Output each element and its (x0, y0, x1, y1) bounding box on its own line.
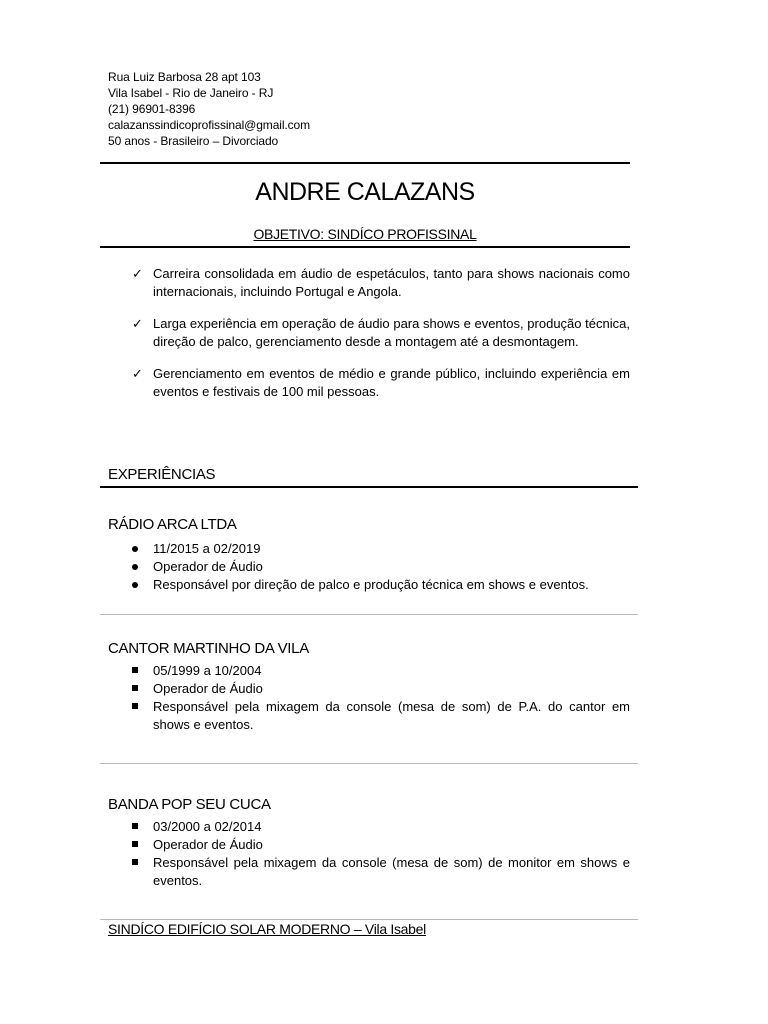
job-detail-item (132, 558, 630, 576)
check-icon: ✓ (132, 366, 143, 381)
job-description: Responsável por direção de palco e produção técnica em shows e eventos. (153, 577, 589, 592)
bullet-square-icon (132, 859, 138, 865)
highlight-item (132, 265, 630, 301)
highlight-item (132, 315, 630, 351)
job-detail-item (132, 680, 630, 698)
job-company: CANTOR MARTINHO DA VILA (108, 640, 309, 657)
highlight-item (132, 365, 630, 401)
job-separator (100, 919, 638, 920)
job-details-list (132, 540, 630, 594)
job-role: Operador de Áudio (153, 681, 263, 696)
job-dates: 11/2015 a 02/2019 (153, 541, 261, 556)
job-separator (100, 763, 638, 764)
bullet-square-icon (132, 667, 138, 673)
bullet-dot-icon (132, 564, 138, 570)
bullet-dot-icon (132, 582, 138, 588)
bullet-square-icon (132, 841, 138, 847)
candidate-name: ANDRE CALAZANS (255, 178, 475, 206)
job-details-list (132, 818, 630, 890)
job-separator (100, 614, 638, 615)
check-icon: ✓ (132, 266, 143, 281)
job-details-list (132, 662, 630, 734)
highlight-text: Gerenciamento em eventos de médio e grande público, incluindo experiência em eventos e festivais de 100 mil pessoas. (153, 366, 630, 399)
job-detail-item (132, 836, 630, 854)
check-icon: ✓ (132, 316, 143, 331)
experience-rule (100, 486, 638, 488)
job-detail-item (132, 854, 630, 890)
bullet-square-icon (132, 685, 138, 691)
bullet-square-icon (132, 823, 138, 829)
job-description: Responsável pela mixagem da console (mesa de som) de monitor em shows e eventos. (153, 855, 630, 888)
job-company: RÁDIO ARCA LTDA (108, 516, 237, 533)
job-description: Responsável pela mixagem da console (mesa de som) de P.A. do cantor em shows e eventos. (153, 699, 630, 732)
experience-section-title: EXPERIÊNCIAS (108, 466, 216, 483)
highlight-text: Larga experiência em operação de áudio para shows e eventos, produção técnica, direção de palco, gerenciamento desde a montagem até a desmontagem. (153, 316, 630, 349)
last-job-title: SINDÍCO EDIFÍCIO SOLAR MODERNO – Vila Isabel (108, 921, 426, 937)
bullet-dot-icon (132, 546, 138, 552)
contact-phone: (21) 96901-8396 (108, 102, 196, 116)
contact-email: calazanssindicoprofissinal@gmail.com (108, 118, 310, 132)
bullet-square-icon (132, 703, 138, 709)
header-top-rule (100, 162, 630, 164)
job-detail-item (132, 662, 630, 680)
contact-block (108, 69, 310, 149)
job-detail-item (132, 818, 630, 836)
job-dates: 03/2000 a 02/2014 (153, 819, 262, 834)
job-role: Operador de Áudio (153, 559, 263, 574)
highlights-list (132, 265, 630, 415)
header-bottom-rule (100, 246, 630, 248)
job-detail-item (132, 576, 630, 594)
highlight-text: Carreira consolidada em áudio de espetáculos, tanto para shows nacionais como internacionais, incluindo Portugal e Angola. (153, 266, 630, 299)
job-detail-item (132, 540, 630, 558)
contact-address: Rua Luiz Barbosa 28 apt 103 (108, 70, 261, 84)
job-company: BANDA POP SEU CUCA (108, 796, 271, 813)
contact-city: Vila Isabel - Rio de Janeiro - RJ (108, 86, 274, 100)
job-dates: 05/1999 a 10/2004 (153, 663, 262, 678)
objective-title: OBJETIVO: SINDÍCO PROFISSINAL (253, 226, 477, 242)
job-detail-item (132, 698, 630, 734)
job-role: Operador de Áudio (153, 837, 263, 852)
contact-personal: 50 anos - Brasileiro – Divorciado (108, 134, 279, 148)
